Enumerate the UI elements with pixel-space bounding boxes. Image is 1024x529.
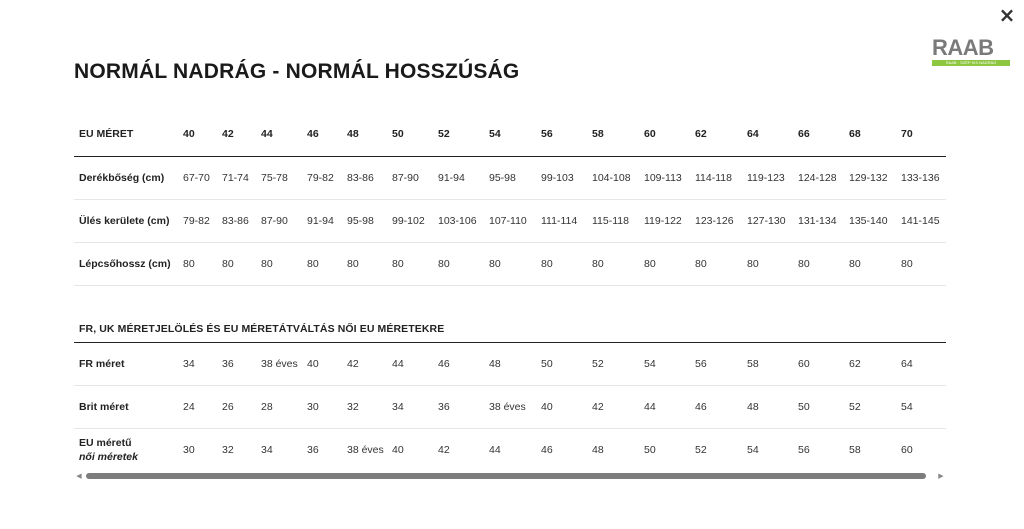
table-cell: 111-114 — [536, 199, 587, 242]
table-cell: 44 — [387, 343, 433, 386]
table-cell: 80 — [433, 242, 484, 285]
table-cell: 48 — [484, 343, 536, 386]
row-label: Ülés kerülete (cm) — [74, 199, 178, 242]
size-header-row — [74, 113, 946, 156]
table-cell: 80 — [844, 242, 896, 285]
table-cell: 54 — [639, 343, 690, 386]
table-cell: 28 — [256, 386, 302, 429]
table-cell: 95-98 — [484, 156, 536, 199]
table-cell: 60 — [793, 343, 844, 386]
table-cell: 80 — [587, 242, 639, 285]
table-cell: 80 — [793, 242, 844, 285]
table-cell: 30 — [183, 443, 195, 456]
table-cell: 52 — [695, 443, 707, 456]
table-cell: 54 — [747, 443, 759, 456]
eu-size-header: EU MÉRET — [74, 113, 178, 156]
table-cell: 46 — [690, 386, 742, 429]
table-cell: 42 — [438, 443, 450, 456]
table-cell: 80 — [536, 242, 587, 285]
table-cell: 80 — [639, 242, 690, 285]
table-cell: 60 — [901, 443, 913, 456]
table-cell: 44 — [639, 386, 690, 429]
size-table — [74, 113, 946, 286]
scroll-left-icon[interactable]: ◀ — [76, 472, 82, 480]
table-row — [74, 156, 946, 199]
table-cell: 42 — [342, 343, 387, 386]
table-cell: 48 — [742, 386, 793, 429]
table-cell: 50 — [644, 443, 656, 456]
table-cell: 80 — [484, 242, 536, 285]
table-cell: 109-113 — [639, 156, 690, 199]
table-cell: 91-94 — [433, 156, 484, 199]
table-cell: 30 — [302, 386, 342, 429]
table-cell: 80 — [690, 242, 742, 285]
table-row — [74, 242, 946, 285]
table-cell: 71-74 — [217, 156, 256, 199]
size-header-cell: 68 — [844, 113, 896, 156]
table-cell: 131-134 — [793, 199, 844, 242]
table-cell: 44 — [489, 443, 501, 456]
table-cell: 124-128 — [793, 156, 844, 199]
table-cell: 58 — [742, 343, 793, 386]
table-cell: 67-70 — [178, 156, 217, 199]
page-title: NORMÁL NADRÁG - NORMÁL HOSSZÚSÁG — [74, 60, 520, 83]
table-cell: 34 — [387, 386, 433, 429]
table-cell: 56 — [690, 343, 742, 386]
size-header-cell: 70 — [896, 113, 946, 156]
table-row — [74, 343, 946, 386]
table-cell: 80 — [256, 242, 302, 285]
table-cell: 50 — [793, 386, 844, 429]
table-cell: 32 — [342, 386, 387, 429]
scroll-right-icon[interactable]: ▶ — [938, 472, 944, 480]
size-header-cell: 40 — [178, 113, 217, 156]
table-cell: 79-82 — [302, 156, 342, 199]
table-cell: 141-145 — [896, 199, 946, 242]
table-cell: 80 — [302, 242, 342, 285]
row-label-text: Brit méret — [79, 400, 129, 413]
table-cell: 34 — [261, 443, 273, 456]
table-row — [74, 199, 946, 242]
table-cell: 52 — [844, 386, 896, 429]
table-cell: 127-130 — [742, 199, 793, 242]
table-cell: 79-82 — [178, 199, 217, 242]
table-cell: 24 — [178, 386, 217, 429]
size-header-cell: 60 — [639, 113, 690, 156]
scroll-track[interactable] — [86, 473, 934, 479]
table-cell: 99-102 — [387, 199, 433, 242]
row-label: Derékbőség (cm) — [74, 156, 178, 199]
logo-tagline: RAAB · SZÉP KIS NADRÁG — [932, 60, 1010, 66]
table-cell: 114-118 — [690, 156, 742, 199]
table-cell: 62 — [844, 343, 896, 386]
table-cell: 83-86 — [342, 156, 387, 199]
table-cell: 80 — [387, 242, 433, 285]
size-header-cell: 54 — [484, 113, 536, 156]
table-cell: 91-94 — [302, 199, 342, 242]
table-cell: 64 — [896, 343, 946, 386]
table-cell: 36 — [433, 386, 484, 429]
table-cell: 54 — [896, 386, 946, 429]
table-cell: 83-86 — [217, 199, 256, 242]
row-sublabel: női méretek — [79, 450, 138, 463]
table-cell: 42 — [587, 386, 639, 429]
size-header-cell: 50 — [387, 113, 433, 156]
table-cell: 52 — [587, 343, 639, 386]
table-cell: 87-90 — [387, 156, 433, 199]
row-label — [74, 386, 178, 429]
table-cell: 75-78 — [256, 156, 302, 199]
table-cell: 95-98 — [342, 199, 387, 242]
table-cell: 26 — [217, 386, 256, 429]
table-cell: 36 — [217, 343, 256, 386]
size-header-cell: 46 — [302, 113, 342, 156]
table-cell: 99-103 — [536, 156, 587, 199]
table-cell: 133-136 — [896, 156, 946, 199]
row-label — [74, 343, 178, 386]
table-row — [74, 428, 946, 471]
table-cell: 48 — [592, 443, 604, 456]
table-cell: 36 — [307, 443, 319, 456]
table-cell: 38 éves — [484, 386, 536, 429]
table-cell: 58 — [849, 443, 861, 456]
table-cell: 34 — [178, 343, 217, 386]
table-cell: 104-108 — [587, 156, 639, 199]
table-row — [74, 386, 946, 429]
row-label-text: FR méret — [79, 358, 125, 370]
size-header-cell: 48 — [342, 113, 387, 156]
row-label — [74, 428, 178, 471]
table-cell: 119-123 — [742, 156, 793, 199]
table-cell: 115-118 — [587, 199, 639, 242]
conversion-table — [74, 343, 946, 471]
table-cell: 32 — [222, 443, 234, 456]
table-cell: 40 — [392, 443, 404, 456]
table-cell: 123-126 — [690, 199, 742, 242]
table-cell: 40 — [302, 343, 342, 386]
table-cell: 80 — [742, 242, 793, 285]
table-cell: 46 — [433, 343, 484, 386]
table-cell: 38 éves — [347, 443, 384, 456]
size-header-cell: 58 — [587, 113, 639, 156]
logo-text: RAAB — [932, 35, 994, 60]
table-cell: 80 — [178, 242, 217, 285]
table-cell: 135-140 — [844, 199, 896, 242]
table-cell: 56 — [798, 443, 810, 456]
table-cell: 80 — [896, 242, 946, 285]
table-cell: 129-132 — [844, 156, 896, 199]
size-header-cell: 66 — [793, 113, 844, 156]
table-cell: 107-110 — [484, 199, 536, 242]
table-cell: 40 — [536, 386, 587, 429]
brand-logo — [932, 37, 1012, 69]
table-cell: 119-122 — [639, 199, 690, 242]
row-label: Lépcsőhossz (cm) — [74, 242, 178, 285]
table-cell: 80 — [217, 242, 256, 285]
horizontal-scrollbar[interactable] — [74, 471, 946, 481]
close-button[interactable] — [996, 4, 1018, 26]
conversion-section-title: FR, UK MÉRETJELÖLÉS ÉS EU MÉRETÁTVÁLTÁS NŐI EU MÉRETEKRE — [79, 323, 445, 335]
size-header-cell: 52 — [433, 113, 484, 156]
size-header-cell: 44 — [256, 113, 302, 156]
table-cell: 80 — [342, 242, 387, 285]
table-cell: 50 — [536, 343, 587, 386]
scroll-thumb[interactable] — [86, 473, 926, 479]
size-header-cell: 56 — [536, 113, 587, 156]
table-cell: 103-106 — [433, 199, 484, 242]
table-cell: 87-90 — [256, 199, 302, 242]
table-cell: 38 éves — [256, 343, 302, 386]
table-cell: 46 — [541, 443, 553, 456]
close-icon: × — [998, 3, 1016, 27]
row-label-text: EU méretű — [79, 436, 132, 449]
size-header-cell: 42 — [217, 113, 256, 156]
size-header-cell: 64 — [742, 113, 793, 156]
size-header-cell: 62 — [690, 113, 742, 156]
